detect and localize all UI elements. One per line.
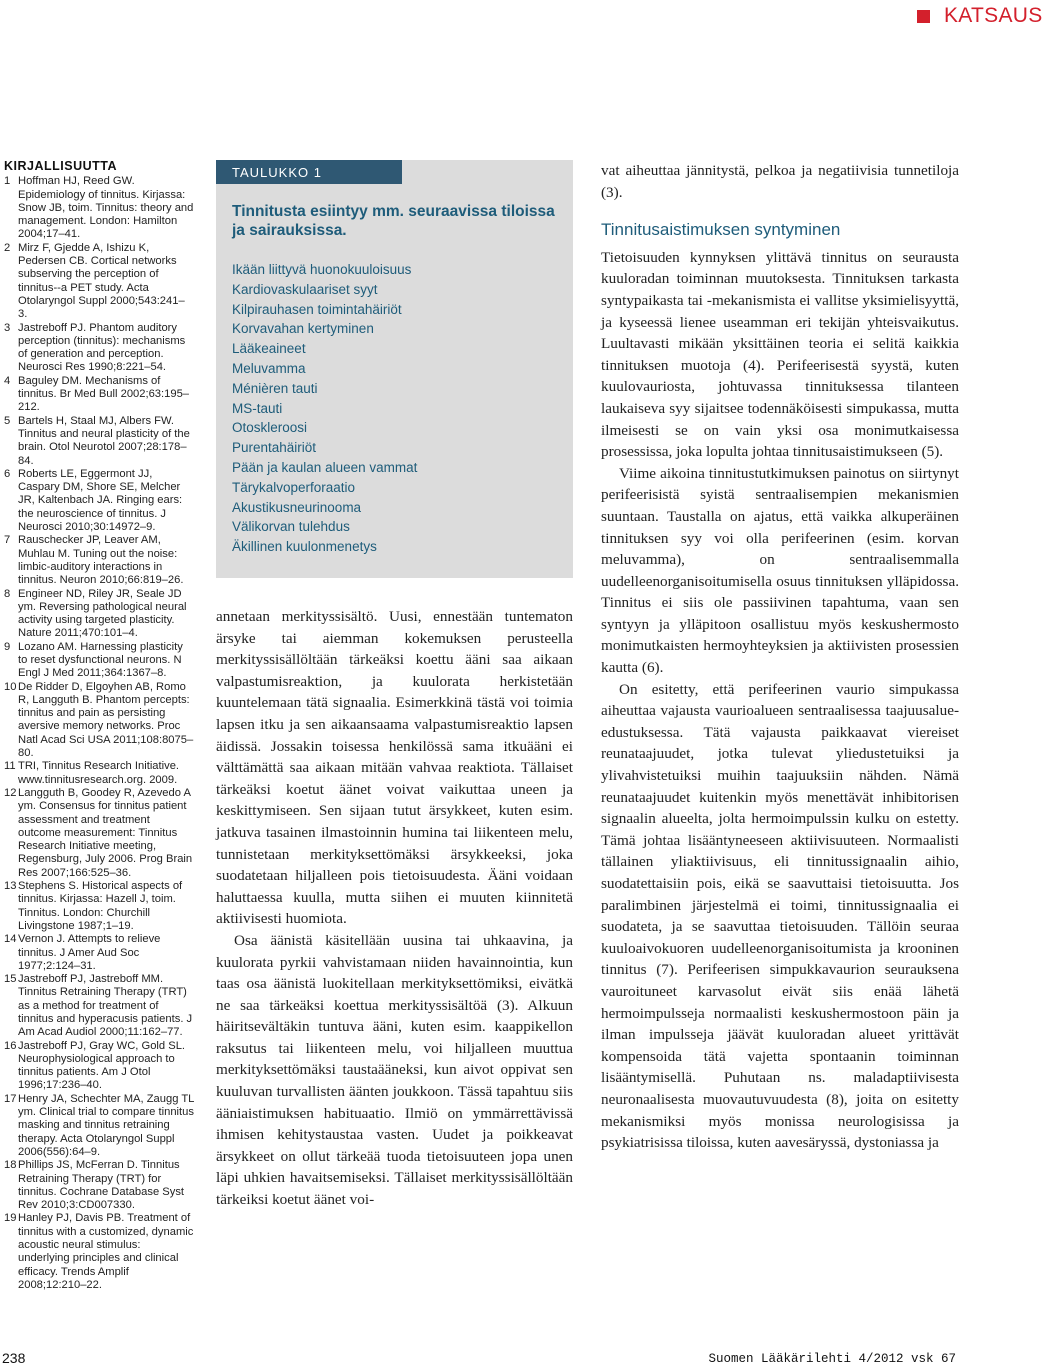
references-title: KIRJALLISUUTTA [4, 159, 118, 173]
reference-number: 8 [4, 587, 11, 600]
table-label: TAULUKKO 1 [232, 164, 322, 180]
section-label: KATSAUS [944, 4, 1043, 27]
table-list-item: Otoskleroosi [232, 420, 308, 436]
reference-text: Rauschecker JP, Leaver AM, Muhlau M. Tuning out the noise: limbic-auditory interactions in tinnitus. Neuron 2010;66:819–26. [18, 534, 184, 587]
reference-text: Lozano AM. Harnessing plasticity to reset dysfunctional neurons. N Engl J Med 2011;364:1367–8. [18, 640, 183, 680]
reference-item [4, 175, 194, 241]
table-box [216, 160, 573, 578]
reference-item [4, 1040, 194, 1093]
reference-number: 6 [4, 467, 11, 480]
reference-number: 9 [4, 640, 11, 653]
body-column-3 [601, 160, 959, 1154]
reference-text: De Ridder D, Elgoyhen AB, Romo R, Langguth B. Phantom percepts: tinnitus and pain as persisting aversive memory networks. Proc Natl Acad Sci USA 2011;108:8075–80. [18, 680, 194, 760]
reference-item [4, 322, 194, 375]
reference-number: 13 [4, 880, 17, 893]
reference-number: 18 [4, 1159, 17, 1172]
reference-item [4, 681, 194, 761]
reference-text: Jastreboff PJ, Gray WC, Gold SL. Neurophysiological approach to tinnitus patients. Am J Otol 1996;17:236–40. [18, 1039, 186, 1092]
reference-item [4, 933, 194, 973]
paragraph: annetaan merkityssisältö. Uusi, ennestään tuntematon ärsyke tai aiemman kokemuksen perusteella merkityssisällöltään tärkeäksi koettu ääni saa aikaan valpastumisreaktion, ja kuulorata herkistetään kuuntelemaan tätä signaalia. Esimerkkinä tästä voi toimia lapsen itku ja sen aikaansaama valpastumisreaktio lapsen äidissä. Jossakin toisessa henkilössä sama itkuääni ei välttämättä saa aikaan mitään vahvaa reaktiota. Tällaiset tärkeäksi koetut äänet voivat vaikuttaa uneen ja keskittymiseen. Sen sijaan tutut ärsykkeet, kuten esim. jatkuva tasainen ilmastoinnin humina tai liikenteen melu, tunnistetaan merkityksettömäksi ärsykkeeksi, joka suodatetaan hiljalleen pois tietoisuudesta. Ääni voidaan haluttaessa kuulla, mutta siihen ei muuten kiinnitetä aktiivisesti huomiota. [216, 608, 573, 928]
reference-text: TRI, Tinnitus Research Initiative. www.tinnitusresearch.org. 2009. [18, 760, 180, 786]
table-list-item: Tärykalvoperforaatio [232, 479, 356, 495]
reference-text: Bartels H, Staal MJ, Albers FW. Tinnitus and neural plasticity of the brain. Otol Neurotol 2007;28:178–84. [18, 414, 190, 467]
reference-item [4, 1212, 194, 1292]
table-list-item: Pään ja kaulan alueen vammat [232, 459, 418, 475]
reference-item [4, 880, 194, 933]
table-list-item: Välikorvan tulehdus [232, 519, 350, 535]
reference-number: 12 [4, 786, 17, 799]
body-column-2 [216, 606, 573, 1211]
table-list-item: MS-tauti [232, 400, 283, 416]
reference-text: Jastreboff PJ, Jastreboff MM. Tinnitus Retraining Therapy (TRT) as a method for treatment of tinnitus and hyperacusis patients. J Am Acad Audiol 2000;11:162–77. [18, 973, 193, 1039]
reference-item [4, 760, 194, 787]
table-list-item: Lääkeaineet [232, 341, 306, 357]
reference-number: 10 [4, 680, 17, 693]
reference-item [4, 1159, 194, 1212]
section-heading: Tinnitusaistimuksen syntyminen [601, 220, 841, 240]
reference-text: Stephens S. Historical aspects of tinnitus. Kirjassa: Hazell J, toim. Tinnitus. London: Churchill Livingstone 1987;1–19. [18, 880, 183, 932]
reference-item [4, 534, 194, 587]
paragraph: Tietoisuuden kynnyksen ylittävä tinnitus on seurausta kuuloradan toiminnan muutoksesta. Tinnituksen tarkasta syntypaikasta tai -mekanismista ei vallitse yksimielisyyttä, ja kyseessä lienee useamman eri tekijän yhteisvaikutus. Luultavasti mikään yksittäinen teoria ei selitä kaikkia tinnituksen muotoja (4). Perifeerisestä syystä, kuten kuulovauriosta, johtuvassa tinnituksessa tilanteen laukaiseva syy sijaitsee todennäköisesti simpukassa, mutta ilmeisesti se on vain yksi osa monimutkaisessa prosessissa, joka lopulta johtaa tinnitusaistimukseen (5). [601, 248, 959, 461]
table-list [232, 260, 573, 557]
reference-number: 5 [4, 414, 11, 427]
reference-number: 7 [4, 534, 11, 547]
reference-item [4, 242, 194, 322]
reference-number: 17 [4, 1092, 17, 1105]
reference-text: Hanley PJ, Davis PB. Treatment of tinnitus with a customized, dynamic acoustic neural stimulus: underlying principles and clinical efficacy. Trends Amplif 2008;12:210–22. [18, 1212, 194, 1291]
table-list-item: Korvavahan kertyminen [232, 321, 374, 337]
reference-item [4, 468, 194, 534]
table-list-item: Ménièren tauti [232, 380, 318, 396]
reference-number: 3 [4, 321, 11, 334]
table-list-item: Purentahäiriöt [232, 440, 317, 456]
reference-text: Jastreboff PJ. Phantom auditory perception (tinnitus): mechanisms of generation and perception. Neurosci Res 1990;8:221–54. [18, 321, 186, 374]
reference-item [4, 588, 194, 641]
table-title: Tinnitusta esiintyy mm. seuraavissa tiloissa ja sairauksissa. [232, 203, 555, 239]
reference-text: Roberts LE, Eggermont JJ, Caspary DM, Shore SE, Melcher JR, Kaltenbach JA. Ringing ears: the neuroscience of tinnitus. J Neurosci 2010;30:14972–9. [18, 467, 183, 534]
paragraph: Osa äänistä käsitellään uusina tai uhkaavina, ja kuulorata pyrkii vahvistamaan niiden havainnointia, kun taas osa äänistä luokitellaan merkityksettömiksi, eivätkä ne saa tärkeäksi koettua merkityssisältöä (3). Alkuun häiritsevältäkin tuntuva ääni, kuten esim. kaappikellon raksutus tai liikenteen melu, voi hiljalleen muuttua merkityksettömäksi taustaääneksi, kun aivot oppivat sen kuuluvan turvallisten äänten joukkoon. Tässä tapahtuu siis ääniaistimuksen habituaatio. Ilmiö on ymmärrettävissä ihmisen kehitystaustaa vasten. Uudet ja poikkeavat ärsykkeet on ollut tärkeää tuoda tietoisuuteen jopa unen läpi uhkien havaitsemiseksi. Tällaiset merkityssisällöltään tärkeiksi koetut äänet voi- [216, 931, 573, 1209]
table-list-item: Akustikusneurinooma [232, 499, 362, 515]
page-number: 238 [2, 1350, 26, 1366]
reference-text: Hoffman HJ, Reed GW. Epidemiology of tinnitus. Kirjassa: Snow JB, toim. Tinnitus: theory and management. London: Hamilton 2004;17–41. [18, 175, 194, 241]
table-label-bar [216, 160, 402, 184]
section-marker-icon [917, 10, 930, 23]
table-list-item: Kilpirauhasen toimintahäiriöt [232, 301, 402, 317]
reference-number: 19 [4, 1212, 17, 1225]
reference-number: 2 [4, 241, 11, 254]
reference-number: 15 [4, 973, 17, 986]
reference-list [4, 175, 194, 1292]
reference-text: Henry JA, Schechter MA, Zaugg TL ym. Clinical trial to compare tinnitus masking and tinnitus retraining therapy. Acta Otolaryngol Suppl 2006(556):64–9. [18, 1092, 194, 1158]
reference-item [4, 415, 194, 468]
paragraph: vat aiheuttaa jännitystä, pelkoa ja negatiivisia tunnetiloja (3). [601, 162, 959, 201]
reference-item [4, 787, 194, 880]
reference-item [4, 973, 194, 1039]
journal-info: Suomen Lääkärilehti 4/2012 vsk 67 [708, 1352, 956, 1366]
reference-item [4, 641, 194, 681]
table-list-item: Ikään liittyvä huonokuuloisuus [232, 262, 412, 277]
table-list-item: Äkillinen kuulonmenetys [232, 539, 377, 555]
reference-item [4, 1093, 194, 1159]
reference-item [4, 375, 194, 415]
reference-number: 1 [4, 175, 11, 188]
reference-number: 4 [4, 374, 11, 387]
reference-number: 16 [4, 1039, 17, 1052]
paragraph: Viime aikoina tinnitustutkimuksen painotus on siirtynyt perifeerisistä syistä sentraalisempien mekanismien suuntaan. Taustalla on ajatus, että vaikka alkuperäinen tinnituksen syy voi olla perifeerinen (esim. korvan meluvamma), on sentraalisemmalla uudelleenorganisoitumisella osuus tinnituksen ylläpidossa. Tinnitus ei siis ole passiivinen tapahtuma, vaan sen syntyyn ja ylläpitoon osallistuu myös keskushermosto monimutkaisten hermoyhteyksien ja aktiivisten prosessien kautta (6). [601, 464, 959, 677]
reference-text: Engineer ND, Riley JR, Seale JD ym. Reversing pathological neural activity using targeted plasticity. Nature 2011;470:101–4. [18, 587, 187, 640]
reference-text: Mirz F, Gjedde A, Ishizu K, Pedersen CB. Cortical networks subserving the perception of tinnitus--a PET study. Acta Otolaryngol Suppl 2000;543:241–3. [18, 241, 185, 321]
reference-text: Baguley DM. Mechanisms of tinnitus. Br Med Bull 2002;63:195–212. [18, 374, 190, 414]
table-list-item: Kardiovaskulaariset syyt [232, 281, 378, 297]
references-column [4, 160, 194, 1292]
section-header [917, 2, 1043, 30]
reference-text: Langguth B, Goodey R, Azevedo A ym. Consensus for tinnitus patient assessment and treatment outcome measurement: Tinnitus Research Initiative meeting, Regensburg, July 2006. Prog Brain Res 2007;166:525–36. [18, 786, 193, 879]
reference-number: 11 [4, 760, 16, 773]
reference-text: Vernon J. Attempts to relieve tinnitus. J Amer Aud Soc 1977;2:124–31. [18, 933, 161, 972]
reference-text: Phillips JS, McFerran D. Tinnitus Retraining Therapy (TRT) for tinnitus. Cochrane Database Syst Rev 2010;3:CD007330. [18, 1159, 185, 1212]
reference-number: 14 [4, 933, 17, 946]
table-list-item: Meluvamma [232, 360, 306, 376]
paragraph: On esitetty, että perifeerinen vaurio simpukassa aiheuttaa vajausta vaurioalueen sentraalisessa taajuusalue-edustuksessa. Tätä vajausta paikkaavat viereiset reunataajuudet, jotka tulevat yliedustetuiksi ja ylivahvistetuiksi muihin taajuuksiin nähden. Nämä reunataajuudet kuitenkin myös menettävät inhibitorisen signaalin alueelta, jolta hermoimpulssin kulku on estetty. Tämä johtaa lisääntyneeseen aktiivisuuteen. Normaalisti tällainen yliaktiivisuus, eli tinnitussignaalin aihio, suodatettaisiin pois, eikä se saavuttaisi tietoisuutta. Jos paralimbinen järjestelmä ei toimi, tinnitussignaalia ei suodateta, ja se saavuttaa tietoisuuden. Tällöin seuraa kuuloaivokuoren uudelleenorganisoitumista ja krooninen tinnitus (7). Perifeerisen simpukkavaurion seurauksena vauroituneet karvasolut eivät siis enää lähetä hermoimpulsseja normaalisti keskushermostoon päin ja ilman impulsseja jäävät kuuloradan alueet yrittävät kompensoida tätä vajetta spontaanin toiminnan lisääntymisellä. Puhutaan ns. maladaptiivisesta neuronaalisesta muovautuvuudesta (8), joita on esitetty mekanismiksi myös monissa neurologisissa ja psykiatrisissa tiloissa, kuten aavesäryssä, dystoniassa ja [601, 680, 959, 1152]
